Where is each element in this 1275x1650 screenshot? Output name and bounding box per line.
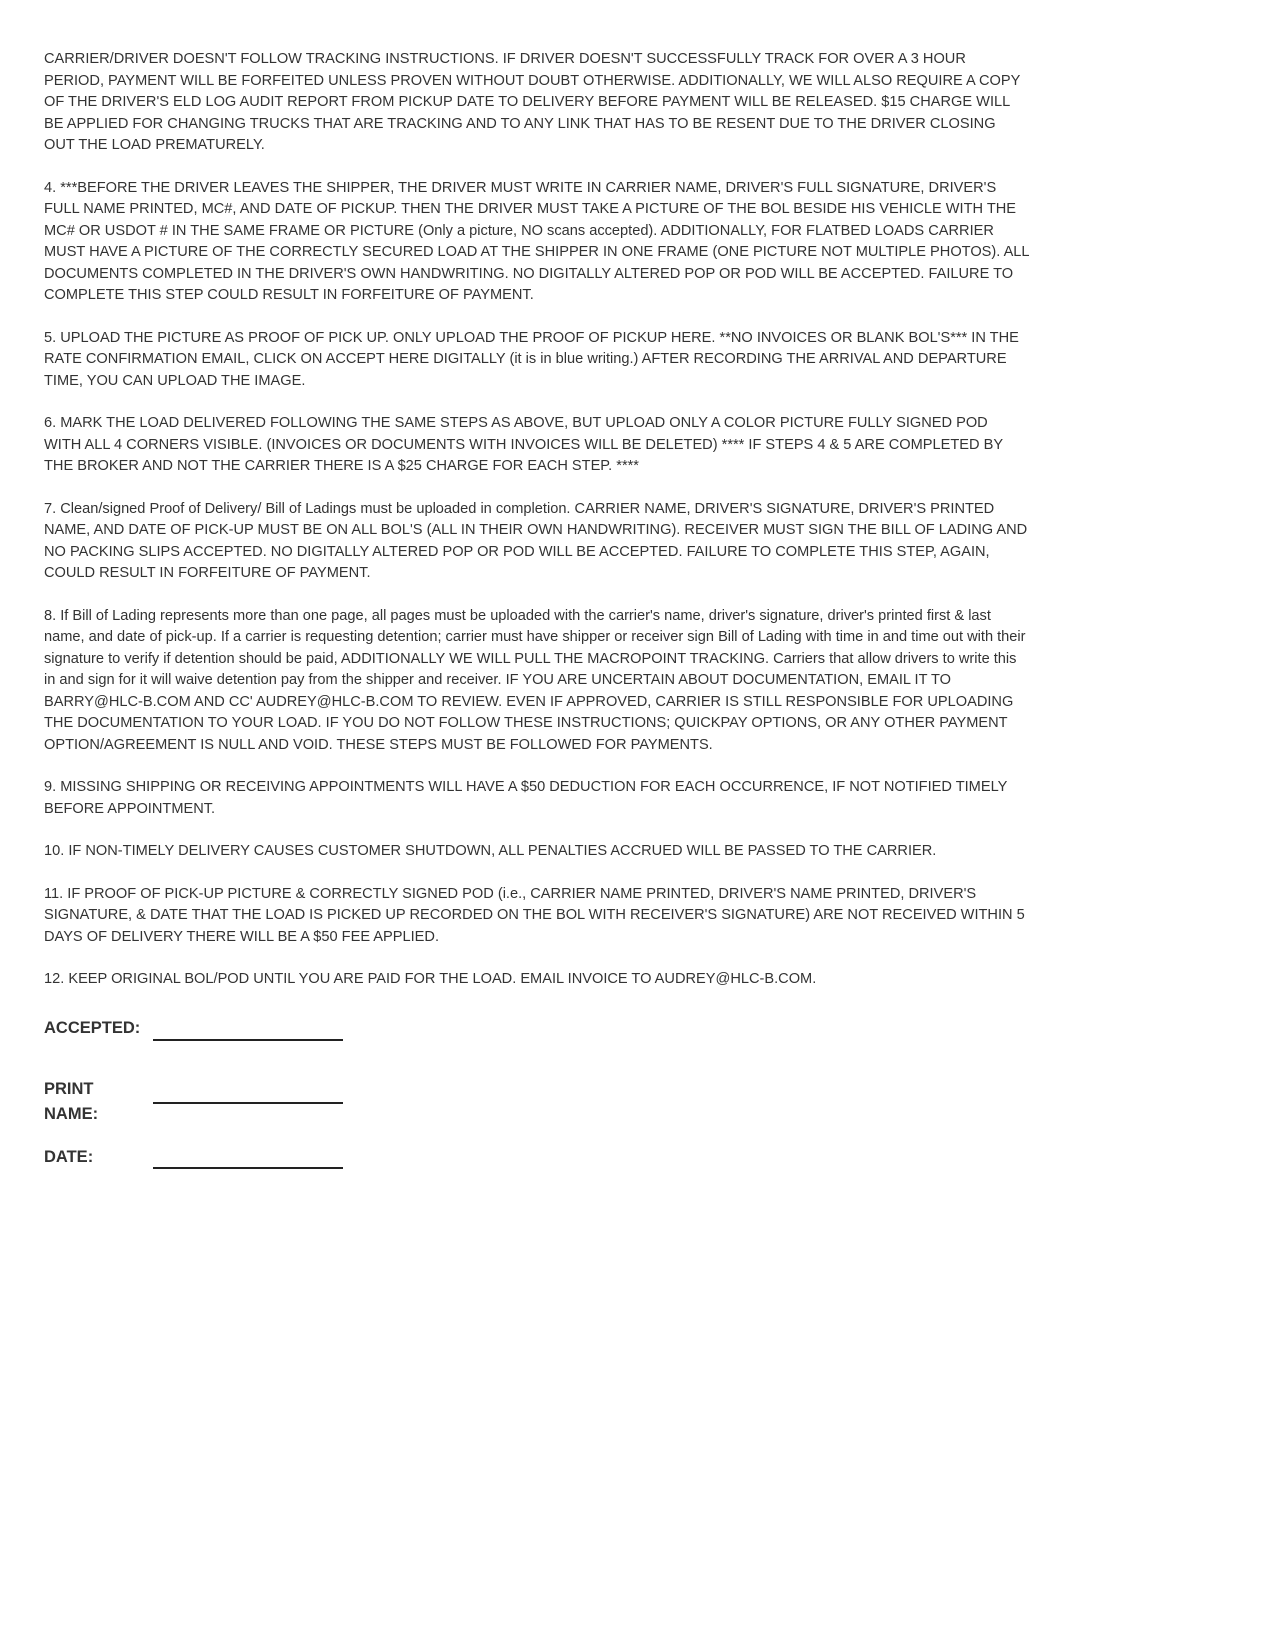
print-name-line[interactable] [153, 1102, 343, 1104]
terms-paragraph-6: 6. MARK THE LOAD DELIVERED FOLLOWING THE SAME STEPS AS ABOVE, BUT UPLOAD ONLY A COLOR PICTURE FULLY SIGNED POD WITH ALL 4 CORNERS VISIBLE. (INVOICES OR DOCUMENTS WITH INVOICES WILL BE DELETED) **** IF STEPS 4 & 5 ARE COMPLETED BY THE BROKER AND NOT THE CARRIER THERE IS A $25 CHARGE FOR EACH STEP. **** [44, 415, 1003, 474]
date-label: DATE: [44, 1148, 94, 1166]
terms-paragraph-7: 7. Clean/signed Proof of Delivery/ Bill of Ladings must be uploaded in completion. CARRIER NAME, DRIVER'S SIGNATURE, DRIVER'S PRINTED NAME, AND DATE OF PICK-UP MUST BE ON ALL BOL'S (ALL IN THEIR OWN HANDWRITING). RECEIVER MUST SIGN THE BILL OF LADING AND NO PACKING SLIPS ACCEPTED. NO DIGITALLY ALTERED POP OR POD WILL BE ACCEPTED. FAILURE TO COMPLETE THIS STEP, AGAIN, COULD RESULT IN FORFEITURE OF PAYMENT. [44, 500, 1028, 581]
terms-paragraph-8: 8. If Bill of Lading represents more than one page, all pages must be uploaded with the carrier's name, driver's signature, driver's printed first & last name, and date of pick-up. If a carrier is requesting detention; carrier must have shipper or receiver sign Bill of Lading with time in and time out with their signature to verify if detention should be paid, ADDITIONALLY WE WILL PULL THE MACROPOINT TRACKING. Carriers that allow drivers to write this in and sign for it will waive detention pay from the shipper and receiver. IF YOU ARE UNCERTAIN ABOUT DOCUMENTATION, EMAIL IT TO BARRY@HLC-B.COM AND CC' AUDREY@HLC-B.COM TO REVIEW. EVEN IF APPROVED, CARRIER IS STILL RESPONSIBLE FOR UPLOADING THE DOCUMENTATION TO YOUR LOAD. IF YOU DO NOT FOLLOW THESE INSTRUCTIONS; QUICKPAY OPTIONS, OR ANY OTHER PAYMENT OPTION/AGREEMENT IS NULL AND VOID. THESE STEPS MUST BE FOLLOWED FOR PAYMENTS. [44, 607, 1026, 753]
date-line[interactable] [153, 1167, 343, 1169]
print-name-label-line1: PRINT [44, 1080, 94, 1098]
terms-paragraph-tracking: CARRIER/DRIVER DOESN'T FOLLOW TRACKING INSTRUCTIONS. IF DRIVER DOESN'T SUCCESSFULLY TRACK FOR OVER A 3 HOUR PERIOD, PAYMENT WILL BE FORFEITED UNLESS PROVEN WITHOUT DOUBT OTHERWISE. ADDITIONALLY, WE WILL ALSO REQUIRE A COPY OF THE DRIVER'S ELD LOG AUDIT REPORT FROM PICKUP DATE TO DELIVERY BEFORE PAYMENT WILL BE RELEASED. $15 CHARGE WILL BE APPLIED FOR CHANGING TRUCKS THAT ARE TRACKING AND TO ANY LINK THAT HAS TO BE RESENT DUE TO THE DRIVER CLOSING OUT THE LOAD PREMATURELY. [44, 51, 1021, 153]
accepted-signature-line[interactable] [153, 1039, 343, 1041]
terms-paragraph-11: 11. IF PROOF OF PICK-UP PICTURE & CORRECTLY SIGNED POD (i.e., CARRIER NAME PRINTED, DRIVER'S NAME PRINTED, DRIVER'S SIGNATURE, & DATE THAT THE LOAD IS PICKED UP RECORDED ON THE BOL WITH RECEIVER'S SIGNATURE) ARE NOT RECEIVED WITHIN 5 DAYS OF DELIVERY THERE WILL BE A $50 FEE APPLIED. [44, 885, 1025, 945]
terms-paragraph-9: 9. MISSING SHIPPING OR RECEIVING APPOINTMENTS WILL HAVE A $50 DEDUCTION FOR EACH OCCURRENCE, IF NOT NOTIFIED TIMELY BEFORE APPOINTMENT. [44, 779, 1008, 817]
print-name-label-line2: NAME: [44, 1105, 99, 1123]
print-name-label [44, 1077, 149, 1127]
terms-paragraph-10: 10. IF NON-TIMELY DELIVERY CAUSES CUSTOMER SHUTDOWN, ALL PENALTIES ACCRUED WILL BE PASSED TO THE CARRIER. [44, 843, 937, 859]
terms-paragraph-4: 4. ***BEFORE THE DRIVER LEAVES THE SHIPPER, THE DRIVER MUST WRITE IN CARRIER NAME, DRIVER'S FULL SIGNATURE, DRIVER'S FULL NAME PRINTED, MC#, AND DATE OF PICKUP. THEN THE DRIVER MUST TAKE A PICTURE OF THE BOL BESIDE HIS VEHICLE WITH THE MC# OR USDOT # IN THE SAME FRAME OR PICTURE (Only a picture, NO scans accepted). ADDITIONALLY, FOR FLATBED LOADS CARRIER MUST HAVE A PICTURE OF THE CORRECTLY SECURED LOAD AT THE SHIPPER IN ONE FRAME (ONE PICTURE NOT MULTIPLE PHOTOS). ALL DOCUMENTS COMPLETED IN THE DRIVER'S OWN HANDWRITING. NO DIGITALLY ALTERED POP OR POD WILL BE ACCEPTED. FAILURE TO COMPLETE THIS STEP COULD RESULT IN FORFEITURE OF PAYMENT. [44, 179, 1029, 303]
terms-document [44, 49, 1029, 1012]
terms-paragraph-12: 12. KEEP ORIGINAL BOL/POD UNTIL YOU ARE PAID FOR THE LOAD. EMAIL INVOICE TO AUDREY@HLC-B.COM. [44, 971, 817, 987]
terms-paragraph-5: 5. UPLOAD THE PICTURE AS PROOF OF PICK UP. ONLY UPLOAD THE PROOF OF PICKUP HERE. **NO INVOICES OR BLANK BOL'S*** IN THE RATE CONFIRMATION EMAIL, CLICK ON ACCEPT HERE DIGITALLY (it is in blue writing.) AFTER RECORDING THE ARRIVAL AND DEPARTURE TIME, YOU CAN UPLOAD THE IMAGE. [44, 329, 1019, 389]
accepted-label: ACCEPTED: [44, 1019, 141, 1037]
